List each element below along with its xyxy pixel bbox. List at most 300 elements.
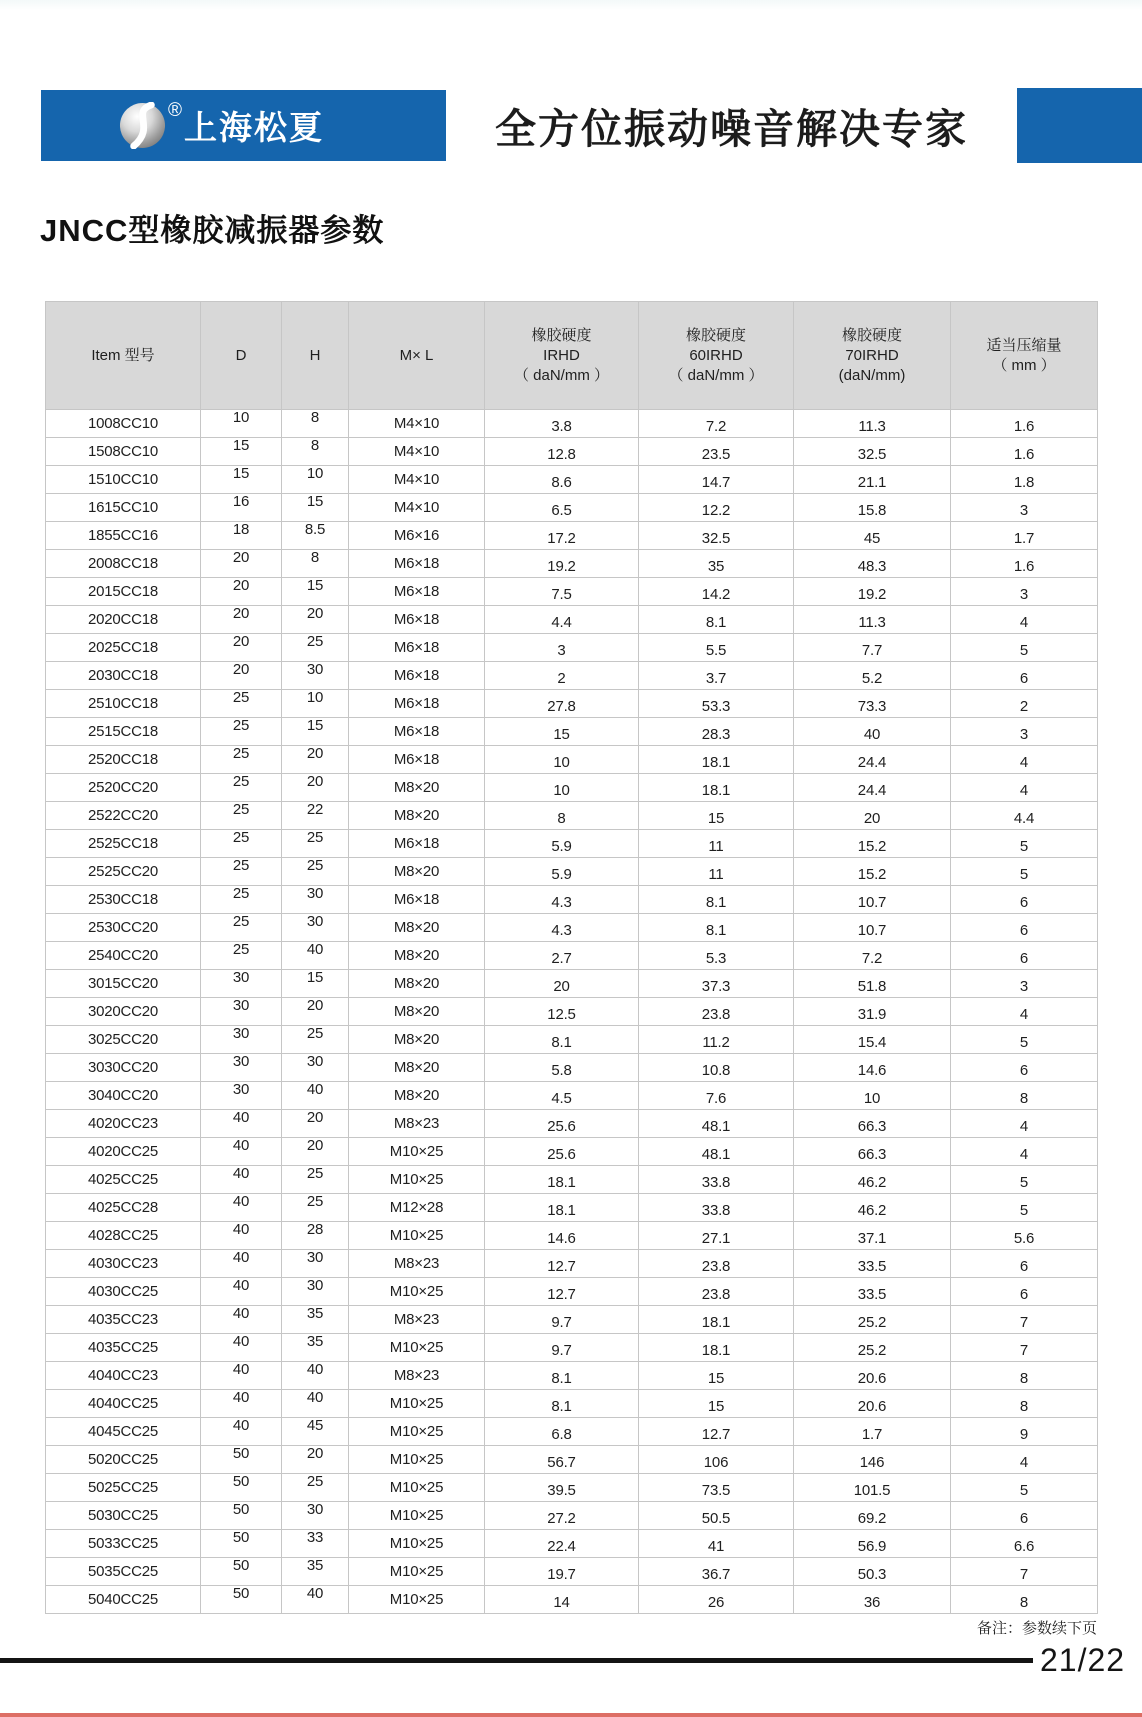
table-cell: 30 [282,1250,349,1278]
table-row [46,1054,1098,1082]
table-cell: 25 [201,802,282,830]
table-cell: 40 [282,1082,349,1110]
table-cell: 2 [485,662,639,690]
table-cell: 3 [951,970,1098,998]
table-cell: 2 [951,690,1098,718]
table-cell: 20 [282,606,349,634]
table-cell: 8.1 [639,606,794,634]
table-cell: 50 [201,1558,282,1586]
table-cell: 25 [201,690,282,718]
table-cell: 12.7 [485,1278,639,1306]
table-cell: 30 [282,914,349,942]
table-cell: 5 [951,858,1098,886]
table-cell: 18.1 [639,746,794,774]
table-cell: 40 [201,1166,282,1194]
table-cell: 5035CC25 [46,1558,201,1586]
table-cell: 8 [951,1082,1098,1110]
table-cell: 12.2 [639,494,794,522]
table-cell: 4040CC23 [46,1362,201,1390]
table-cell: 5.8 [485,1054,639,1082]
table-cell: 19.2 [794,578,951,606]
table-cell: 10 [485,774,639,802]
table-cell: 33.8 [639,1194,794,1222]
brand-logo-bar [41,90,446,161]
table-cell: 50 [201,1474,282,1502]
table-cell: 36 [794,1586,951,1614]
table-cell: 30 [282,1054,349,1082]
column-header: Item 型号 [46,302,201,410]
table-cell: M8×23 [349,1306,485,1334]
table-cell: 30 [201,1026,282,1054]
table-cell: 20 [485,970,639,998]
table-cell: 8 [951,1390,1098,1418]
table-cell: 5.3 [639,942,794,970]
table-row [46,1502,1098,1530]
table-row [46,970,1098,998]
table-cell: M10×25 [349,1418,485,1446]
table-cell: 25 [282,1194,349,1222]
table-cell: 37.3 [639,970,794,998]
table-cell: M10×25 [349,1530,485,1558]
parameters-table [45,301,1098,1614]
table-cell: 4025CC28 [46,1194,201,1222]
table-cell: 4 [951,1110,1098,1138]
table-cell: 8.1 [639,886,794,914]
table-cell: 25.2 [794,1306,951,1334]
table-cell: 4 [951,774,1098,802]
table-cell: 2020CC18 [46,606,201,634]
table-cell: 32.5 [794,438,951,466]
table-cell: 15 [639,1362,794,1390]
table-cell: 20.6 [794,1390,951,1418]
table-cell: 40 [201,1138,282,1166]
table-cell: 14.6 [485,1222,639,1250]
table-cell: M10×25 [349,1166,485,1194]
table-cell: 8.1 [485,1362,639,1390]
table-cell: M4×10 [349,494,485,522]
table-body [46,410,1098,1614]
header-accent-block [1017,88,1142,163]
table-cell: M10×25 [349,1334,485,1362]
table-cell: 40 [282,1586,349,1614]
table-cell: 40 [201,1334,282,1362]
table-cell: 15 [282,578,349,606]
table-cell: 2530CC18 [46,886,201,914]
table-cell: 4 [951,746,1098,774]
table-cell: 11 [639,858,794,886]
table-cell: 9.7 [485,1334,639,1362]
table-cell: 1508CC10 [46,438,201,466]
table-cell: 2522CC20 [46,802,201,830]
table-cell: 20 [282,774,349,802]
table-cell: 7.2 [794,942,951,970]
table-cell: 14.2 [639,578,794,606]
table-cell: 4020CC25 [46,1138,201,1166]
header-slogan: 全方位振动噪音解决专家 [495,106,968,152]
brand-name: 上海松夏 [184,109,324,146]
table-cell: 1.6 [951,410,1098,438]
table-cell: 1615CC10 [46,494,201,522]
table-cell: M10×25 [349,1586,485,1614]
table-row [46,886,1098,914]
table-cell: M10×25 [349,1278,485,1306]
table-cell: 41 [639,1530,794,1558]
table-cell: 2540CC20 [46,942,201,970]
table-row [46,830,1098,858]
table-cell: 11.3 [794,606,951,634]
table-cell: 2015CC18 [46,578,201,606]
table-cell: M10×25 [349,1390,485,1418]
table-row [46,1334,1098,1362]
table-cell: 15 [201,438,282,466]
table-cell: 4.3 [485,914,639,942]
table-cell: 4 [951,1138,1098,1166]
table-row [46,1166,1098,1194]
table-cell: 27.1 [639,1222,794,1250]
table-cell: 3 [951,718,1098,746]
table-cell: 2510CC18 [46,690,201,718]
table-cell: 8 [951,1586,1098,1614]
table-cell: 7 [951,1558,1098,1586]
column-header: 橡胶硬度 70IRHD (daN/mm) [794,302,951,410]
table-cell: 12.7 [639,1418,794,1446]
table-cell: 28 [282,1222,349,1250]
table-cell: 25 [201,718,282,746]
table-cell: M4×10 [349,410,485,438]
table-cell: 50 [201,1530,282,1558]
table-cell: 7.2 [639,410,794,438]
table-cell: 15.4 [794,1026,951,1054]
table-cell: M6×18 [349,550,485,578]
table-cell: 40 [201,1390,282,1418]
table-cell: 3015CC20 [46,970,201,998]
table-cell: 21.1 [794,466,951,494]
table-cell: 4.4 [951,802,1098,830]
table-cell: M6×18 [349,718,485,746]
table-cell: 1.6 [951,438,1098,466]
table-cell: M8×20 [349,998,485,1026]
table-cell: 6 [951,1278,1098,1306]
table-cell: 5.2 [794,662,951,690]
table-cell: 4.3 [485,886,639,914]
table-cell: 15 [201,466,282,494]
table-cell: 40 [201,1110,282,1138]
table-cell: 33 [282,1530,349,1558]
table-cell: 18.1 [485,1166,639,1194]
table-cell: M6×18 [349,690,485,718]
table-cell: 40 [201,1250,282,1278]
table-cell: 18.1 [639,1306,794,1334]
table-cell: 39.5 [485,1474,639,1502]
table-cell: 8.5 [282,522,349,550]
table-row [46,1474,1098,1502]
table-cell: 7 [951,1334,1098,1362]
table-cell: 2025CC18 [46,634,201,662]
table-cell: M8×23 [349,1362,485,1390]
table-cell: M6×18 [349,634,485,662]
table-cell: 69.2 [794,1502,951,1530]
table-cell: 17.2 [485,522,639,550]
table-cell: 7 [951,1306,1098,1334]
table-cell: M6×18 [349,662,485,690]
column-header: M× L [349,302,485,410]
table-row [46,1530,1098,1558]
table-cell: 4 [951,1446,1098,1474]
table-cell: 40 [794,718,951,746]
table-cell: 24.4 [794,746,951,774]
table-cell: 3 [951,578,1098,606]
table-cell: 40 [282,1390,349,1418]
table-cell: 1.6 [951,550,1098,578]
table-cell: 20.6 [794,1362,951,1390]
table-cell: M8×20 [349,1054,485,1082]
table-cell: 4040CC25 [46,1390,201,1418]
table-cell: 101.5 [794,1474,951,1502]
table-row [46,1250,1098,1278]
table-cell: 73.3 [794,690,951,718]
table-cell: 22.4 [485,1530,639,1558]
table-cell: 18.1 [639,774,794,802]
column-header: 适当压缩量 （ mm ） [951,302,1098,410]
table-cell: M10×25 [349,1138,485,1166]
table-row [46,1138,1098,1166]
table-cell: 48.3 [794,550,951,578]
table-cell: 20 [201,634,282,662]
table-cell: 40 [201,1222,282,1250]
table-cell: 11.3 [794,410,951,438]
table-cell: 19.2 [485,550,639,578]
table-cell: 5 [951,1166,1098,1194]
footer-rule [0,1658,1033,1663]
table-cell: 30 [282,1502,349,1530]
table-cell: 3 [951,494,1098,522]
table-cell: 11.2 [639,1026,794,1054]
table-cell: 28.3 [639,718,794,746]
table-cell: 66.3 [794,1110,951,1138]
table-cell: 30 [201,1082,282,1110]
table-cell: 5 [951,830,1098,858]
table-cell: 12.5 [485,998,639,1026]
column-header: 橡胶硬度 IRHD （ daN/mm ） [485,302,639,410]
table-cell: 20 [794,802,951,830]
table-cell: 15.2 [794,858,951,886]
table-cell: 50 [201,1446,282,1474]
table-cell: 6 [951,886,1098,914]
table-cell: 5 [951,1026,1098,1054]
table-cell: 4030CC23 [46,1250,201,1278]
table-cell: 40 [201,1362,282,1390]
table-cell: 5030CC25 [46,1502,201,1530]
table-cell: 40 [201,1278,282,1306]
table-cell: 3.8 [485,410,639,438]
table-cell: 15 [282,718,349,746]
table-cell: 7.5 [485,578,639,606]
table-cell: 4030CC25 [46,1278,201,1306]
table-cell: M8×20 [349,1082,485,1110]
table-cell: 25.2 [794,1334,951,1362]
table-cell: 3.7 [639,662,794,690]
table-cell: 27.2 [485,1502,639,1530]
table-cell: 1008CC10 [46,410,201,438]
table-cell: M10×25 [349,1502,485,1530]
table-cell: 6 [951,1250,1098,1278]
table-cell: 46.2 [794,1166,951,1194]
table-cell: M10×25 [349,1222,485,1250]
table-cell: 4035CC23 [46,1306,201,1334]
table-cell: 20 [201,662,282,690]
table-cell: 8 [282,410,349,438]
table-cell: 45 [794,522,951,550]
table-cell: 20 [201,550,282,578]
table-cell: 2.7 [485,942,639,970]
table-cell: 12.8 [485,438,639,466]
top-edge-band [0,0,1142,10]
table-cell: 30 [282,886,349,914]
table-cell: 5040CC25 [46,1586,201,1614]
table-cell: 22 [282,802,349,830]
table-row [46,942,1098,970]
table-cell: 8.6 [485,466,639,494]
table-cell: 25 [201,886,282,914]
table-cell: 19.7 [485,1558,639,1586]
table-cell: 23.8 [639,1278,794,1306]
table-cell: M8×23 [349,1110,485,1138]
table-cell: 2520CC18 [46,746,201,774]
table-cell: 20 [282,1446,349,1474]
table-cell: 25 [282,1026,349,1054]
table-cell: M10×25 [349,1558,485,1586]
table-cell: 20 [201,606,282,634]
table-cell: M6×18 [349,578,485,606]
table-cell: 23.8 [639,998,794,1026]
table-cell: 6 [951,1502,1098,1530]
table-cell: 26 [639,1586,794,1614]
table-cell: 2520CC20 [46,774,201,802]
table-cell: M4×10 [349,438,485,466]
table-cell: 2008CC18 [46,550,201,578]
registered-mark: ® [168,100,182,121]
table-cell: 2525CC20 [46,858,201,886]
column-header: D [201,302,282,410]
table-cell: 18.1 [485,1194,639,1222]
table-row [46,410,1098,438]
table-cell: 25 [201,914,282,942]
parameters-table-wrap [45,301,1098,1614]
table-cell: 8 [282,550,349,578]
table-cell: 25 [201,942,282,970]
table-row [46,802,1098,830]
table-cell: 25 [201,830,282,858]
table-row [46,858,1098,886]
table-cell: M8×20 [349,774,485,802]
table-cell: 5020CC25 [46,1446,201,1474]
table-cell: 50.5 [639,1502,794,1530]
table-cell: 56.7 [485,1446,639,1474]
table-cell: 46.2 [794,1194,951,1222]
table-cell: 2525CC18 [46,830,201,858]
table-cell: 30 [201,998,282,1026]
table-cell: 6.6 [951,1530,1098,1558]
table-cell: M12×28 [349,1194,485,1222]
table-cell: 7.7 [794,634,951,662]
table-cell: 10 [282,690,349,718]
table-cell: 8.1 [485,1026,639,1054]
table-cell: 20 [201,578,282,606]
table-cell: 15 [639,802,794,830]
table-cell: 33.5 [794,1250,951,1278]
table-cell: 33.5 [794,1278,951,1306]
table-row [46,1026,1098,1054]
table-cell: 25 [282,830,349,858]
table-row [46,522,1098,550]
table-cell: 25 [282,1474,349,1502]
table-cell: 27.8 [485,690,639,718]
table-cell: 6 [951,914,1098,942]
table-cell: 146 [794,1446,951,1474]
table-cell: 7.6 [639,1082,794,1110]
table-row [46,578,1098,606]
table-cell: M6×18 [349,746,485,774]
table-row [46,494,1098,522]
table-cell: M8×20 [349,914,485,942]
table-cell: 20 [282,1138,349,1166]
table-cell: 40 [201,1418,282,1446]
table-row [46,1222,1098,1250]
table-cell: 40 [201,1194,282,1222]
table-cell: 53.3 [639,690,794,718]
table-cell: 35 [282,1558,349,1586]
table-cell: 33.8 [639,1166,794,1194]
table-cell: 15 [282,970,349,998]
table-cell: 30 [201,1054,282,1082]
table-cell: 18.1 [639,1334,794,1362]
table-cell: 14.7 [639,466,794,494]
table-row [46,1110,1098,1138]
table-cell: 4028CC25 [46,1222,201,1250]
table-cell: 48.1 [639,1138,794,1166]
table-row [46,466,1098,494]
table-cell: 45 [282,1418,349,1446]
table-cell: 50 [201,1502,282,1530]
table-cell: 15 [485,718,639,746]
table-cell: 36.7 [639,1558,794,1586]
table-cell: 32.5 [639,522,794,550]
table-cell: 3 [485,634,639,662]
table-cell: 4 [951,606,1098,634]
table-cell: 10 [485,746,639,774]
table-cell: 25 [201,746,282,774]
table-cell: 20 [282,1110,349,1138]
table-cell: M8×20 [349,802,485,830]
table-cell: M6×18 [349,830,485,858]
table-row [46,1558,1098,1586]
table-cell: 10 [282,466,349,494]
table-cell: M8×20 [349,970,485,998]
table-row [46,774,1098,802]
table-cell: 40 [282,1362,349,1390]
table-cell: 5.5 [639,634,794,662]
table-cell: 25 [201,774,282,802]
table-row [46,690,1098,718]
table-cell: 5025CC25 [46,1474,201,1502]
table-cell: 25.6 [485,1110,639,1138]
table-cell: 51.8 [794,970,951,998]
table-cell: M6×16 [349,522,485,550]
table-cell: 4 [951,998,1098,1026]
table-cell: 30 [201,970,282,998]
table-cell: 15.2 [794,830,951,858]
table-cell: 4.4 [485,606,639,634]
